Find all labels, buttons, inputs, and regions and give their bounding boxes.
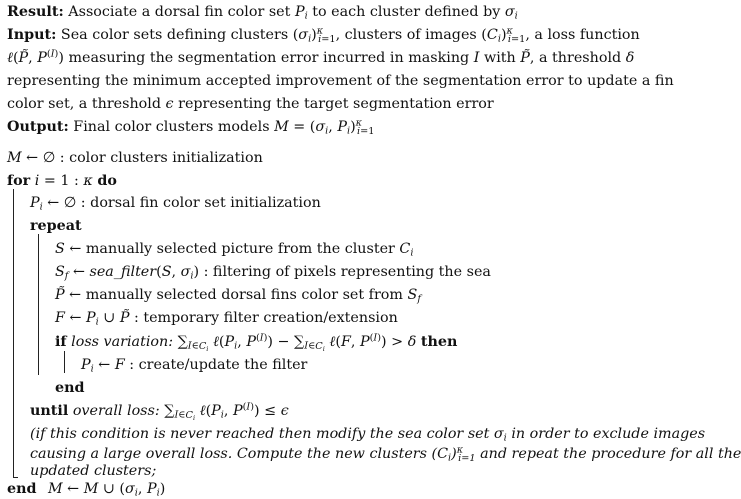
step-end-for: end bbox=[7, 481, 37, 497]
if-condition-label: loss variation: bbox=[71, 334, 174, 350]
for-block-rule bbox=[13, 189, 14, 477]
repeat-keyword: repeat bbox=[30, 218, 82, 234]
for-block-hook bbox=[13, 477, 18, 478]
step-init: M ← ∅ : color clusters initialization bbox=[7, 150, 263, 166]
step-sea-filter: $S_f$ ← sea_filter(S, $\sigma_i$) : filtering of pixels representing the sea bbox=[55, 264, 491, 282]
do-keyword: do bbox=[97, 173, 117, 189]
for-keyword: for bbox=[7, 173, 31, 189]
input-line-4: color set, a threshold ϵ representing the target segmentation error bbox=[7, 96, 494, 112]
input-label: Input: bbox=[7, 27, 57, 43]
note-line-3: updated clusters; bbox=[30, 463, 157, 479]
result-line: Result: Associate a dorsal fin color set $P_i$ to each cluster defined by $\sigma_i$ bbox=[7, 4, 518, 22]
result-label: Result: bbox=[7, 4, 64, 20]
until-keyword: until bbox=[30, 403, 69, 419]
step-ptilde: P̃ ← manually selected dorsal fins color set from $S_f$ bbox=[55, 287, 421, 305]
input-line-3: representing the minimum accepted improvement of the segmentation error to update a fin bbox=[7, 73, 674, 89]
output-label: Output: bbox=[7, 119, 69, 135]
if-block-rule bbox=[64, 351, 65, 373]
output-line: Output: Final color clusters models $M = (\sigma_i$, $P_i)^\kappa_{i=1}$ bbox=[7, 117, 375, 137]
step-until: until overall loss: $\sum_{I\in C_i}$ $\ell(P_i$, $P^{(I)}) \le \epsilon$ bbox=[30, 401, 289, 422]
note-line-1: (if this condition is never reached then modify the sea color set $\sigma_i$ in order to exclude images bbox=[30, 426, 706, 444]
if-keyword: if bbox=[55, 334, 67, 350]
input-line-1: Input: Sea color sets defining clusters $(\sigma_i)^\kappa_{i=1}$, clusters of images $(C_i)^\kappa_{i=1}$, a loss function bbox=[7, 25, 640, 45]
step-end-if bbox=[55, 377, 85, 400]
repeat-block-rule bbox=[38, 234, 39, 375]
input-line-2: ℓ(P̃, $P^{(I)}$) measuring the segmentation error incurred in masking I with P̃, a threshold δ bbox=[7, 48, 635, 66]
step-for: for i = 1 : κ do bbox=[7, 173, 117, 189]
then-keyword: then bbox=[420, 334, 458, 350]
step-pi-update: $P_i$ ← F : create/update the filter bbox=[81, 357, 308, 375]
step-if: if loss variation: $\sum_{I\in C_i}$ $\ell(P_i$, $P^{(I)}) - \sum_{I\in C_i}$ ℓ(F, $P^{(I)}) > \delta$ then bbox=[55, 332, 458, 353]
step-filter-create: F ← $P_i$ ∪ P̃ : temporary filter creation/extension bbox=[55, 310, 398, 328]
step-final-union: M ← M ∪ ($\sigma_i$, $P_i$) bbox=[48, 481, 166, 499]
step-select-picture: S ← manually selected picture from the cluster $C_i$ bbox=[55, 241, 414, 259]
note-line-2: causing a large overall loss. Compute the new clusters $(C_i)^\kappa_{i=1}$ and repeat the procedure for all the bbox=[30, 444, 741, 464]
end-if-keyword: end bbox=[55, 380, 85, 396]
until-condition-label: overall loss: bbox=[72, 403, 160, 419]
step-pi-init: $P_i$ ← ∅ : dorsal fin color set initialization bbox=[30, 195, 321, 213]
